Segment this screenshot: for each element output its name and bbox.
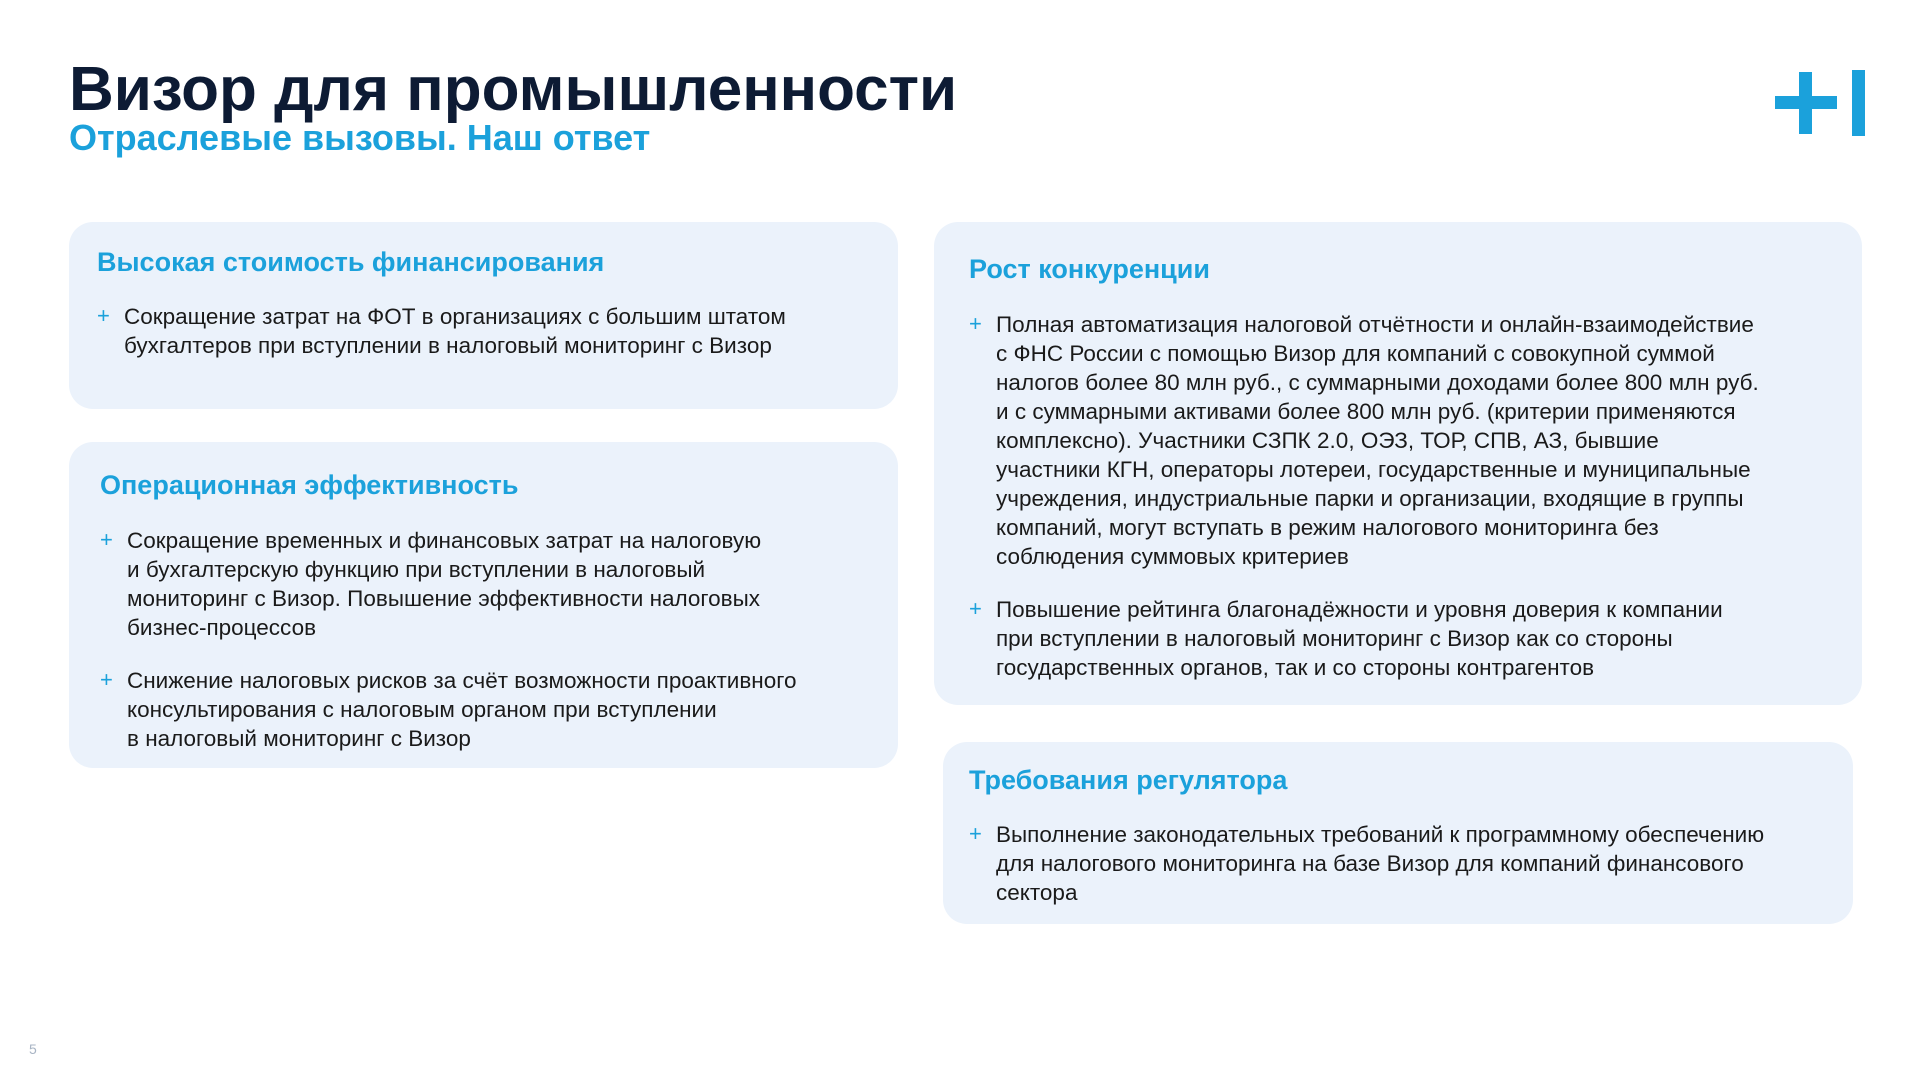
list-item — [969, 595, 1759, 682]
list-item — [100, 526, 796, 642]
plus-bar-logo-icon — [1775, 70, 1867, 136]
card-title: Требования регулятора — [969, 765, 1288, 795]
list-item-text: Полная автоматизация налоговой отчётности и онлайн-взаимодействие с ФНС России с помощью Визор для компаний с совокупной суммой налогов более 80 млн руб., с суммарными доходами более 800 млн руб. и с суммарными активами более 800 млн руб. (критерии применяются комплексно). Участники СЗПК 2.0, ОЭЗ, ТОР, СПВ, АЗ, бывшие участники КГН, операторы лотереи, государственные и муниципальные учреждения, индустриальные парки и организации, входящие в группы компаний, могут вступать в режим налогового мониторинга без соблюдения суммовых критериев — [996, 312, 1759, 569]
list-item-text: Сокращение затрат на ФОТ в организациях с большим штатом бухгалтеров при вступлении в налоговый мониторинг с Визор — [124, 304, 786, 358]
card-title: Операционная эффективность — [100, 470, 519, 500]
list-item-text: Сокращение временных и финансовых затрат на налоговую и бухгалтерскую функцию при вступлении в налоговый мониторинг с Визор. Повышение эффективности налоговых бизнес-процессов — [127, 528, 762, 640]
plus-bullet-icon: + — [100, 527, 113, 552]
card-regulator-requirements — [943, 742, 1853, 924]
plus-bullet-icon: + — [969, 596, 982, 621]
page-subtitle: Отраслевые вызовы. Наш ответ — [69, 117, 651, 158]
card-title: Рост конкуренции — [969, 254, 1210, 284]
list-item-text: Повышение рейтинга благонадёжности и уровня доверия к компании при вступлении в налоговый мониторинг с Визор как со стороны государственных органов, так и со стороны контрагентов — [996, 597, 1723, 680]
list-item — [969, 310, 1759, 571]
card-operational-efficiency — [69, 442, 898, 768]
card-competition-growth — [934, 222, 1862, 705]
plus-bullet-icon: + — [969, 311, 982, 336]
card-financing-cost — [69, 222, 898, 409]
plus-bullet-icon: + — [100, 667, 113, 692]
list-item-text: Выполнение законодательных требований к программному обеспечению для налогового мониторинга на базе Визор для компаний финансового сектора — [996, 822, 1765, 905]
list-item — [969, 820, 1764, 907]
plus-bullet-icon: + — [97, 303, 110, 328]
card-title: Высокая стоимость финансирования — [97, 247, 605, 277]
page-number: 5 — [29, 1041, 37, 1057]
list-item — [100, 666, 796, 753]
list-item — [97, 302, 786, 360]
plus-bullet-icon: + — [969, 821, 982, 846]
page-title: Визор для промышленности — [69, 55, 958, 124]
list-item-text: Снижение налоговых рисков за счёт возможности проактивного консультирования с налоговым органом при вступлении в налоговый мониторинг с Визор — [127, 668, 797, 751]
